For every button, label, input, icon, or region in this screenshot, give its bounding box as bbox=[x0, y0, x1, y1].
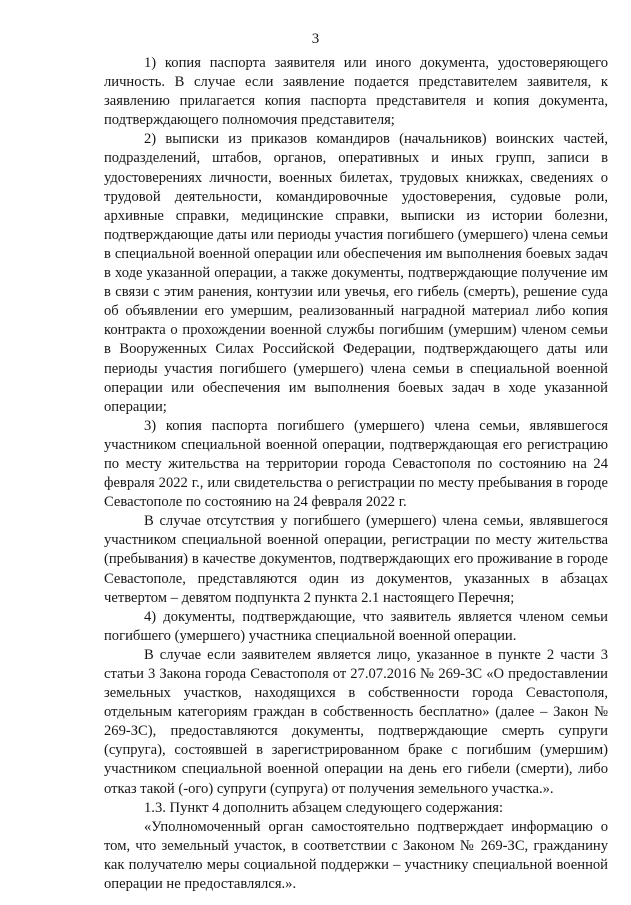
paragraph-spouse-case: В случае если заявителем является лицо, указанное в пункте 2 части 3 статьи 3 Закона города Севастополя от 27.07.2016 № 269-ЗС «О предоставлении земельных участков, находящихся в собственности города Севастополя, отдельным категориям граждан в собственность бесплатно» (далее – Закон № 269-ЗС), предоставляются документы, подтверждающие смерть супруги (супруга), состоявшей в зарегистрированном браке с погибшим (умершим) участником специальной военной операции на день его гибели (смерти), либо отказ такой (-ого) супруги (супруга) от получения земельного участка.». bbox=[104, 646, 608, 797]
paragraph-item-4: 4) документы, подтверждающие, что заявитель является членом семьи погибшего (умершего) участника специальной военной операции. bbox=[104, 608, 608, 644]
page-number: 3 bbox=[311, 31, 320, 47]
paragraph-item-3: 3) копия паспорта погибшего (умершего) члена семьи, являвшегося участником специальной военной операции, подтверждающая его регистрацию по месту жительства на территории города Севастополя по состоянию на 24 февраля 2022 г., или свидетельства о регистрации по месту пребывания в городе Севастополе по состоянию на 24 февраля 2022 г. bbox=[104, 417, 608, 511]
paragraph-item-1: 1) копия паспорта заявителя или иного документа, удостоверяющего личность. В случае если заявление подается представителем заявителя, к заявлению прилагается копия паспорта представителя и копия документа, подтверждающего полномочия представителя; bbox=[104, 55, 608, 129]
paragraph-amendment-1-3: 1.3. Пункт 4 дополнить абзацем следующего содержания: bbox=[144, 799, 504, 816]
paragraph-no-registration: В случае отсутствия у погибшего (умершего) члена семьи, являвшегося участником специальной военной операции, регистрации по месту жительства (пребывания) в качестве документов, подтверждающих его проживание в городе Севастополе, представляются один из документов, указанных в абзацах четвертом – девятом подпункта 2 пункта 2.1 настоящего Перечня; bbox=[104, 513, 608, 606]
paragraph-authority-confirmation: «Уполномоченный орган самостоятельно подтверждает информацию о том, что земельный участок, в соответствии с Законом № 269-ЗС, гражданину как получателю меры социальной поддержки – участнику специальной военной операции не предоставлялся.». bbox=[104, 818, 608, 893]
document-body bbox=[104, 54, 608, 894]
paragraph-item-2: 2) выписки из приказов командиров (начальников) воинских частей, подразделений, штабов, органов, оперативных и иных групп, записи в удостоверениях личности, военных билетах, трудовых книжках, сведениях о трудовой деятельности, командировочные удостоверения, судовые роли, архивные справки, медицинские справки, выписки из истории болезни, подтверждающие даты или периоды участия погибшего (умершего) члена семьи в специальной военной операции или обеспечения им выполнения боевых задач в ходе указанной операции, а также документы, подтверждающие получение им в связи с этим ранения, контузии или увечья, его гибель (смерть), решение суда об объявлении его умершим, реализованный наградной материал либо копия контракта о прохождении военной службы погибшим (умершим) членом семьи в Вооруженных Силах Российской Федерации, подтверждающего даты или периоды участия погибшего (умершего) члена семьи в специальной военной операции или обеспечения им выполнения боевых задач в ходе указанной операции; bbox=[104, 131, 608, 415]
